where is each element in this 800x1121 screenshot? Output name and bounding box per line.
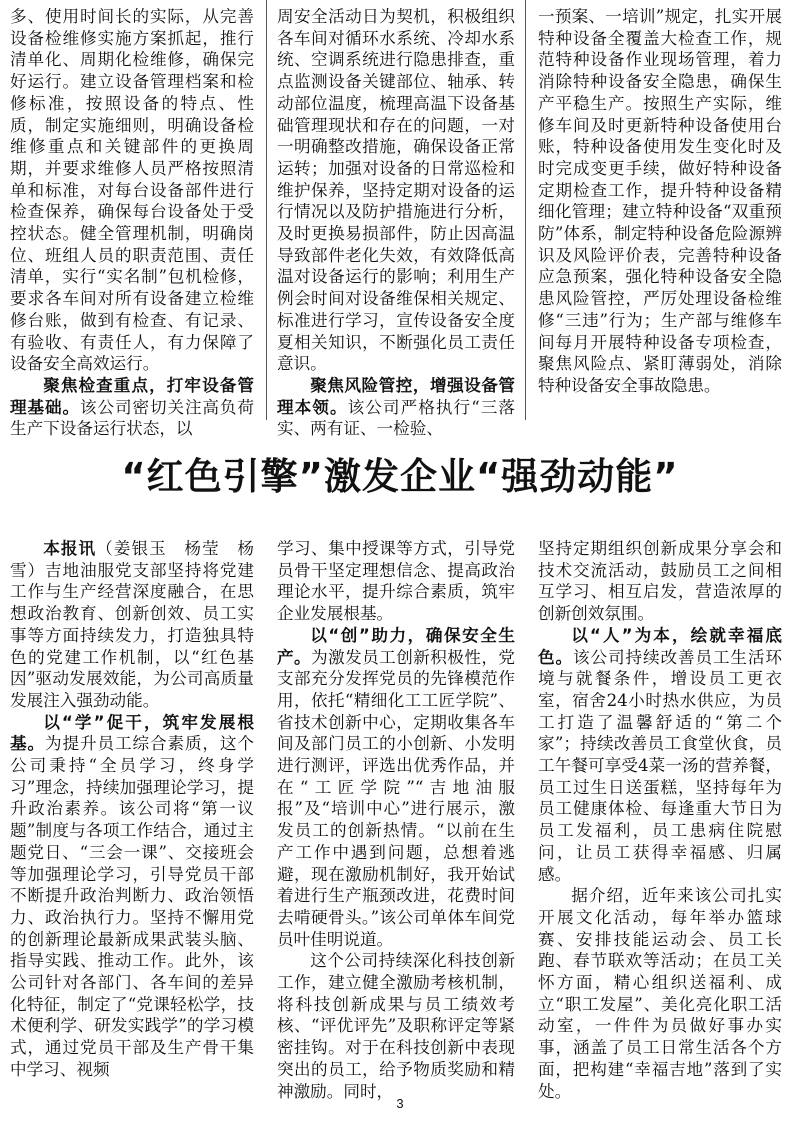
article-subhead-people: 以“人”为本，绘就幸福底色。	[538, 625, 782, 667]
article-col2-paragraph-3: 这个公司持续深化科技创新工作，建立健全激励考核机制，将科技创新成果与员工绩效考核、“评优评先”及职称评定等紧密挂钩。对于在科技创新中表现突出的员工，给予物质奖励和精神激励。同时，	[277, 951, 515, 1101]
top-column-3	[538, 6, 782, 397]
article-col1-paragraph-2	[10, 712, 254, 1081]
article-headline: “红色引擎”激发企业“强劲动能”	[121, 455, 679, 498]
top-col2-subhead: 聚焦风险管控，增强设备管理本领。	[277, 375, 515, 417]
article-column-3	[538, 538, 782, 1102]
article-col3-paragraph-1: 坚持定期组织创新成果分享会和技术交流活动，鼓励员工之间相互学习、相互启发，营造浓厚的创新创效氛围。	[538, 539, 782, 624]
top-col2-paragraph-2	[277, 375, 515, 440]
top-column-2	[277, 6, 515, 440]
article-lead-paragraph	[10, 538, 254, 712]
article-col2-paragraph-2	[277, 625, 515, 951]
column-rule-2	[525, 0, 526, 420]
article-col3-paragraph-2	[538, 625, 782, 885]
article-lead-text: （姜银玉 杨莹 杨雪）吉地油服党支部坚持将党建工作与生产经营深度融合，在思想政治教育、创新创效、员工实事等方面持续发力，打造独具特色的党建工作机制，以“红色基因”驱动发展效能，为公司高质量发展注入强劲动能。	[10, 539, 254, 710]
top-col1-paragraph-1: 多、使用时间长的实际，从完善设备检维修实施方案抓起，推行清单化、周期化检维修，确保完好运行。建立设备管理档案和检修标准，按照设备的特点、性质，制定实施细则，明确设备检维修重点和关键部件的更换周期，并要求维修人员严格按照清单和标准，对每台设备部件进行检查保养，确保每台设备处于受控状态。健全管理机制，明确岗位、班组人员的职责范围、责任清单，实行“实名制”包机检修，要求各车间对所有设备建立检维修台账，做到有检查、有记录、有验收、有责任人，有力保障了设备安全高效运行。	[10, 7, 254, 374]
column-rule-1	[266, 0, 267, 420]
article-col3-paragraph-2-text: 该公司持续改善员工生活环境与就餐条件，增设员工更衣室，宿舍24小时热水供应，为员工打造了温馨舒适的“第二个家”；持续改善员工食堂伙食，员工午餐可享受4菜一汤的营养餐，员工过生日送蛋糕，坚持每年为员工健康体检、每逢重大节日为员工发福利，员工患病住院慰问，让员工获得幸福感、归属感。	[538, 647, 783, 884]
article-col3-paragraph-3: 据介绍，近年来该公司扎实开展文化活动，每年举办篮球赛、安排技能运动会、员工长跑、春节联欢等活动；在员工关怀方面，精心组织送福利、成立“职工发屋”、美化亮化职工活动室，一件件为员做好事办实事，涵盖了员工日常生活各个方面，把构建“幸福吉地”落到了实处。	[538, 886, 782, 1101]
article-column-2	[277, 538, 515, 1102]
top-col2-paragraph-1: 周安全活动日为契机，积极组织各车间对循环水系统、冷却水系统、空调系统进行隐患排查，重点监测设备关键部位、轴承、转动部位温度，梳理高温下设备基础管理现状和存在的问题，一对一明确整改措施，确保设备正常运转；加强对设备的日常巡检和维护保养，坚持定期对设备的运行情况以及防护措施进行分析，及时更换易损部件，防止因高温导致部件老化失效，有效降低高温对设备运行的影响；利用生产例会时间对设备维保相关规定、标准进行学习，宣传设备安全度夏相关知识，不断强化员工责任意识。	[277, 7, 515, 374]
article-col1-paragraph-2-text: 为提升员工综合素质，这个公司秉持“全员学习，终身学习”理念，持续加强理论学习，提升政治素养。该公司将“第一议题”制度与各项工作结合，通过主题党日、“三会一课”、交接班会等加强理论学习，引导党员干部不断提升政治判断力、政治领悟力、政治执行力。坚持不懈用党的创新理论最新成果武装头脑、指导实践、推动工作。此外，该公司针对各部门、各车间的差异化特征，制定了“党课轻松学，技术便利学、研发实践学”的学习模式，通过党员干部及生产骨干集中学习、视频	[10, 734, 255, 1079]
top-col1-subhead: 聚焦检查重点，打牢设备管理基础。	[10, 375, 254, 417]
top-col1-paragraph-2-text: 该公司密切关注高负荷生产下设备运行状态，以	[10, 397, 255, 439]
top-col2-paragraph-2-text: 该公司严格执行“三落实、两有证、一检验、	[277, 397, 516, 439]
page-number: 3	[396, 1096, 404, 1111]
top-col1-paragraph-2	[10, 375, 254, 440]
article-dateline: 本报讯	[43, 539, 97, 558]
article-column-1	[10, 538, 254, 1081]
article-subhead-study: 以“学”促干，筑牢发展根基。	[10, 712, 254, 754]
article-subhead-innovation: 以“创”助力，确保安全生产。	[277, 625, 515, 667]
top-column-1	[10, 6, 254, 440]
article-col2-paragraph-2-text: 为激发员工创新积极性，党支部充分发挥党员的先锋模范作用，依托“精细化工工匠学院”、省技术创新中心，定期收集各车间及部门员工的小创新、小发明进行测评，评选出优秀作品，并在“工匠学院”“吉地油服报”及“培训中心”进行展示，激发员工的创新热情。“以前在生产工作中遇到问题，总想着逃避，现在激励机制好，我开始试着进行生产瓶颈改进，花费时间去啃硬骨头。”该公司单体车间党员叶佳明说道。	[277, 647, 515, 949]
article-col2-paragraph-1: 学习、集中授课等方式，引导党员骨干坚定理想信念、提高政治理论水平，提升综合素质，筑牢企业发展根基。	[277, 539, 515, 624]
top-col3-paragraph-1: 一预案、一培训”规定，扎实开展特种设备全覆盖大检查工作，规范特种设备作业现场管理，着力消除特种设备安全隐患，确保生产平稳生产。按照生产实际，维修车间及时更新特种设备使用台账，特种设备使用发生变化时及时完成变更手续，做好特种设备定期检查工作，提升特种设备精细化管理；建立特种设备“双重预防”体系，制定特种设备危险源辨识及风险评价表，完善特种设备应急预案，强化特种设备安全隐患风险管控，严厉处理设备检维修“三违”行为；生产部与维修车间每月开展特种设备专项检查，聚焦风险点、紧盯薄弱处，消除特种设备安全事故隐患。	[538, 7, 782, 395]
